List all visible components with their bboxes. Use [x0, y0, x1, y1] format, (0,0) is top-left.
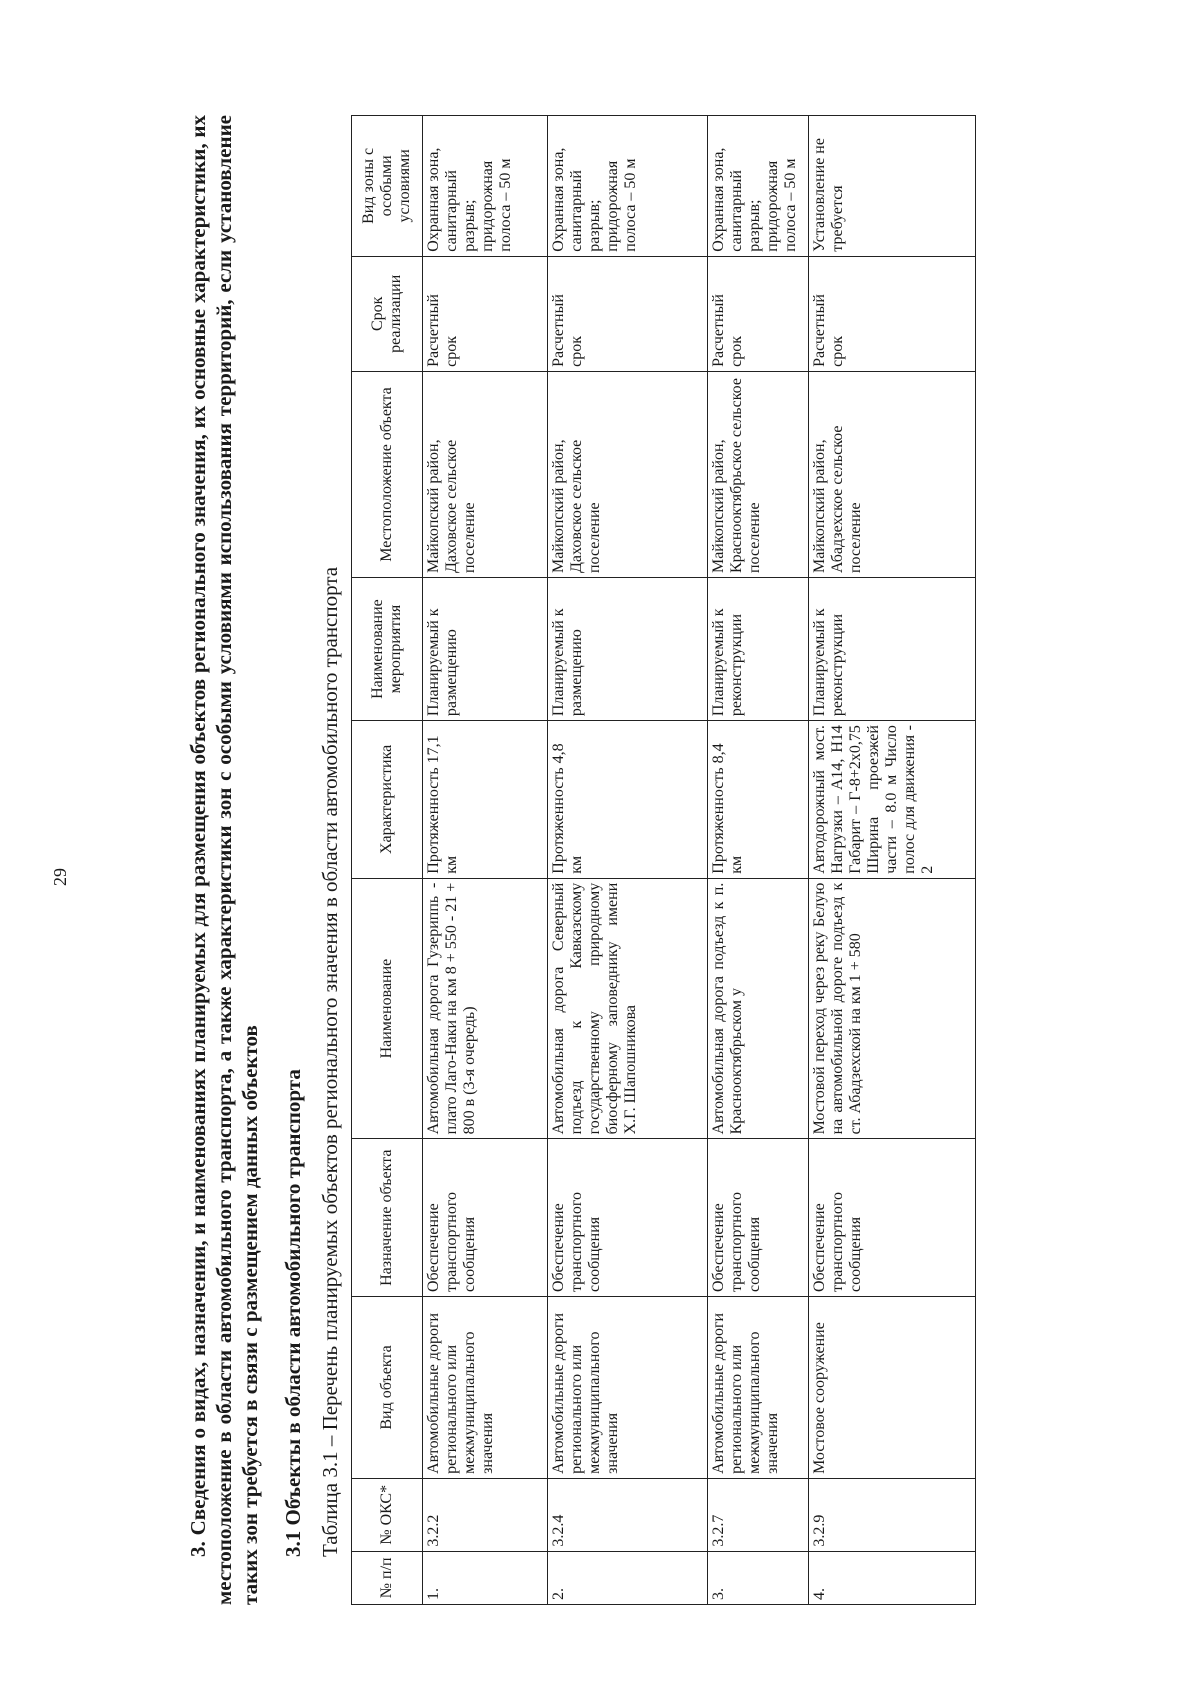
objects-table — [351, 115, 976, 1605]
table-cell: Автодорожный мост. Нагрузки – А14, Н14 Габарит – Г-8+2х0,75 Ширина проезжей части – 8.0 м Число полос для движения - 2 — [809, 721, 976, 879]
table-cell: 3.2.9 — [809, 1478, 976, 1551]
table-header-row — [352, 116, 423, 1605]
table-cell: Мостовой переход через реку Белую на автомобильной дороге подъезд к ст. Абадзехской на км 1 + 580 — [809, 878, 976, 1139]
table-cell: 3. — [708, 1551, 809, 1604]
page-number: 29 — [50, 868, 70, 886]
table-cell: Автомобильные дороги регионального или межмуниципального значения — [708, 1297, 809, 1479]
header-cell: Вид объекта — [352, 1297, 423, 1479]
rotated-page-content — [185, 115, 976, 1605]
table-cell: Протяженность 4,8 км — [548, 721, 708, 879]
header-cell: № ОКС* — [352, 1478, 423, 1551]
table-cell: Охранная зона, санитарный разрыв; придорожная полоса – 50 м — [423, 116, 548, 257]
header-cell: Местоположение объекта — [352, 371, 423, 577]
table-cell: Установление не требуется — [809, 116, 976, 257]
table-cell: Протяженность 17,1 км — [423, 721, 548, 879]
table-row — [548, 116, 708, 1605]
table-cell: 3.2.7 — [708, 1478, 809, 1551]
table-row — [423, 116, 548, 1605]
table-cell: Обеспечение транспортного сообщения — [708, 1139, 809, 1297]
table-cell: Обеспечение транспортного сообщения — [423, 1139, 548, 1297]
table-cell: Майкопский район, Даховское сельское поселение — [423, 371, 548, 577]
table-cell: Автомобильная дорога подъезд к п. Краснооктябрьском у — [708, 878, 809, 1139]
header-cell: Наименование мероприятия — [352, 578, 423, 721]
table-caption: Таблица 3.1 – Перечень планируемых объектов регионального значения в области автомобильного транспорта — [318, 566, 342, 1557]
table-cell: Автомобильная дорога Гузериппь - плато Лаго-Наки на км 8 + 550 - 21 + 800 в (3-я очередь) — [423, 878, 548, 1139]
table-cell: Майкопский район, Краснооктябрьское сельское поселение — [708, 371, 809, 577]
table-cell: 3.2.2 — [423, 1478, 548, 1551]
table-row — [708, 116, 809, 1605]
table-cell: Мостовое сооружение — [809, 1297, 976, 1479]
table-cell: Охранная зона, санитарный разрыв; придорожная полоса – 50 м — [548, 116, 708, 257]
table-cell: Расчетный срок — [809, 256, 976, 371]
table-cell: Расчетный срок — [548, 256, 708, 371]
table-cell: Расчетный срок — [423, 256, 548, 371]
table-cell: Обеспечение транспортного сообщения — [809, 1139, 976, 1297]
subsection-heading: 3.1 Объекты в области автомобильного транспорта — [281, 1069, 305, 1557]
table-cell: 3.2.4 — [548, 1478, 708, 1551]
table-cell: Автомобильная дорога Северный подъезд к Кавказскому государственному природному биосферному заповеднику имени Х.Г. Шапошникова — [548, 878, 708, 1139]
table-cell: Автомобильные дороги регионального или межмуниципального значения — [548, 1297, 708, 1479]
header-cell: № п/п — [352, 1551, 423, 1604]
table-cell: Планируемый к размещению — [423, 578, 548, 721]
header-cell: Характеристика — [352, 721, 423, 879]
table-cell: Майкопский район, Даховское сельское поселение — [548, 371, 708, 577]
table-row — [809, 116, 976, 1605]
table-cell: Расчетный срок — [708, 256, 809, 371]
section-heading: 3. Сведения о видах, назначении, и наименованиях планируемых для размещения объектов регионального значения, их основные характеристики, их местоположение в области автомобильного транспорта, а также характеристики зон с особыми условиями использования территорий, если установление таких зон требуется в связи с размещением данных объектов — [186, 115, 262, 1605]
table-cell: Обеспечение транспортного сообщения — [548, 1139, 708, 1297]
header-cell: Назначение объекта — [352, 1139, 423, 1297]
table-cell: Планируемый к реконструкции — [809, 578, 976, 721]
header-cell: Наименование — [352, 878, 423, 1139]
header-cell: Вид зоны с особыми условиями — [352, 116, 423, 257]
table-cell: Охранная зона, санитарный разрыв; придорожная полоса – 50 м — [708, 116, 809, 257]
table-cell: Планируемый к размещению — [548, 578, 708, 721]
table-cell: 4. — [809, 1551, 976, 1604]
header-cell: Срок реализации — [352, 256, 423, 371]
table-cell: 1. — [423, 1551, 548, 1604]
table-cell: Протяженность 8,4 км — [708, 721, 809, 879]
table-cell: Автомобильные дороги регионального или межмуниципального значения — [423, 1297, 548, 1479]
table-cell: Майкопский район, Абадзехское сельское поселение — [809, 371, 976, 577]
table-cell: Планируемый к реконструкции — [708, 578, 809, 721]
table-cell: 2. — [548, 1551, 708, 1604]
